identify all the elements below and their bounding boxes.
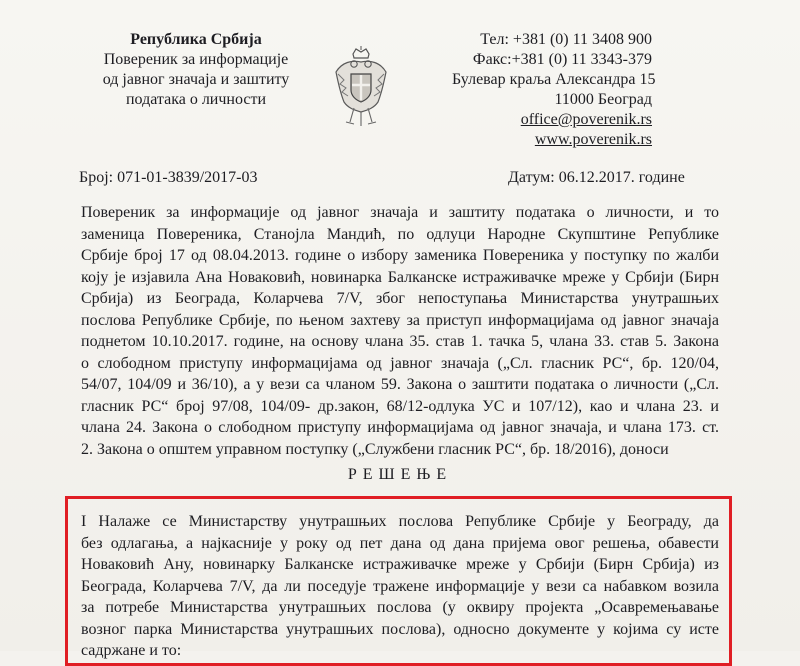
serbian-coat-of-arms-icon bbox=[332, 46, 390, 130]
issuer-line-2: Повереник за информације bbox=[103, 51, 289, 68]
document-number: Број: 071-01-3839/2017-03 bbox=[79, 169, 258, 186]
contact-block bbox=[452, 30, 656, 150]
intro-line: Србије број 17 од 08.04.2013. године о избору заменика Повереника у поступку по жалби bbox=[81, 247, 719, 264]
intro-line: 2. Закона о општем управном поступку („Службени гласник РС“, бр. 18/2016), доноси bbox=[81, 440, 669, 458]
intro-line: послова Републике Србије, по њеном захтеву за приступ информацијама од јавног значаја bbox=[81, 311, 719, 329]
intro-line: коју је изјавила Ана Новаковић, новинарка Балканске истраживачке мреже у Србији (Бирн bbox=[81, 268, 719, 286]
issuer-title: Република Србија bbox=[130, 31, 262, 48]
decision-paragraph bbox=[81, 511, 719, 662]
decision-line: возног парка Министарства унутрашњих послова), односно документе у којима су исте bbox=[81, 620, 719, 638]
decision-line: садржане и то: bbox=[81, 642, 182, 659]
decision-line: I Налаже се Министарству унутрашњих послова Републике Србије у Београду, да bbox=[81, 513, 719, 530]
document-date: Датум: 06.12.2017. године bbox=[508, 169, 685, 186]
fax-number: Факс:+381 (0) 11 3343-379 bbox=[472, 51, 652, 68]
intro-line: члана 24. Закона о слободном приступу информацијама од јавног значаја, и члана 173. ст. bbox=[81, 419, 719, 436]
intro-line: заменица Повереника, Станојла Мандић, по одлуци Народне Скупштине Републике bbox=[81, 225, 719, 243]
issuer-line-4: података о личности bbox=[125, 91, 267, 108]
intro-paragraph bbox=[81, 202, 719, 460]
intro-line: 54/07, 104/09 и 36/10), а у вези са чланом 59. Закона о заштити података о личности („Сл. bbox=[81, 376, 719, 393]
email-link[interactable]: office@poverenik.rs bbox=[520, 111, 652, 128]
decision-heading: РЕШЕЊЕ bbox=[347, 466, 453, 483]
decision-line: Новаковић Ану, новинарку Балканске истраживачке мреже у Србији (Бирн Србија) из bbox=[81, 556, 719, 573]
issuer-line-3: од јавног значаја и заштиту bbox=[102, 71, 290, 88]
issuer-block bbox=[76, 30, 316, 110]
website-link[interactable]: www.poverenik.rs bbox=[534, 131, 652, 148]
intro-line: поднетом 10.10.2017. године, на основу члана 35. став 1. тачка 5, члана 33. став 5. Закона bbox=[81, 333, 719, 350]
city: 11000 Београд bbox=[554, 91, 652, 108]
decision-line: без одлагања, а најкасније у року од пет дана од дана пријема овог решења, обавести bbox=[81, 534, 719, 552]
phone-number: Тел: +381 (0) 11 3408 900 bbox=[480, 31, 652, 48]
intro-line: гласник РС“ број 97/08, 104/09- др.закон, 68/12-одлука УС и 107/12), као и члана 23. и bbox=[81, 397, 719, 415]
decision-line: Београда, Коларчева 7/V, да ли поседује тражене информације у вези са набавком возила bbox=[81, 577, 719, 595]
decision-line: за потребе Министарства унутрашњих послова (у оквиру пројекта „Осавремењавање bbox=[81, 599, 719, 616]
street-address: Булевар краља Александра 15 bbox=[452, 71, 656, 88]
intro-line: о слободном приступу информацијама од јавног значаја („Сл. гласник РС“, бр. 120/04, bbox=[81, 354, 719, 372]
intro-line: Повереник за информације од јавног значаја и заштиту података о личности, и то bbox=[81, 204, 719, 221]
intro-line: Србија) из Београда, Коларчева 7/V, због непоступања Министарства унутрашњих bbox=[81, 290, 719, 307]
